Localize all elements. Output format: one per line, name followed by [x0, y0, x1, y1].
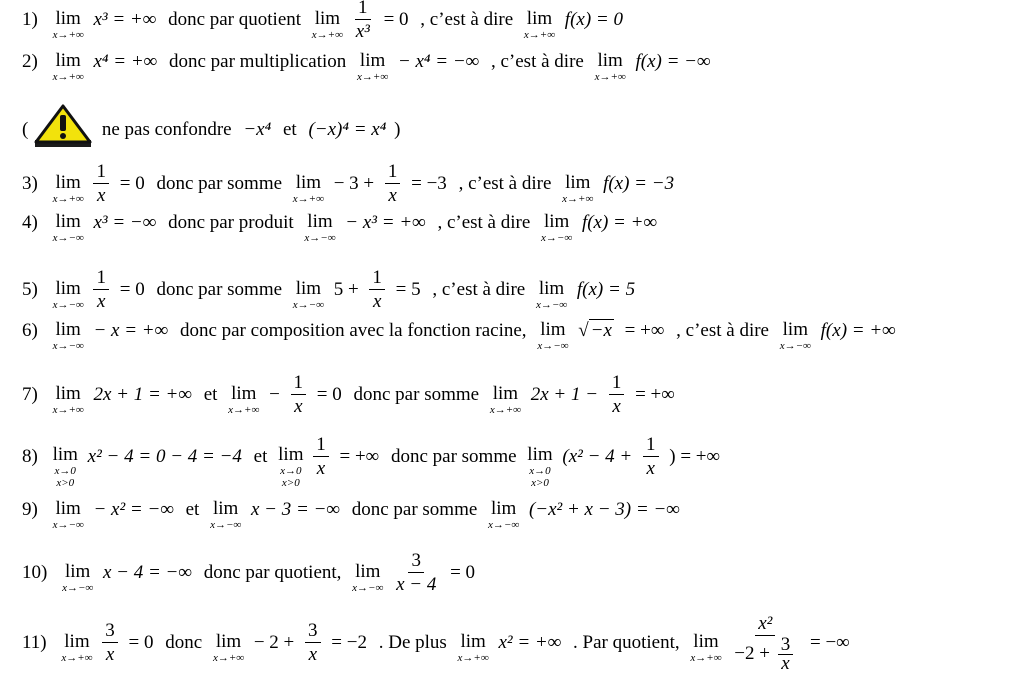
expression: − x² = −∞	[93, 499, 174, 520]
text: donc par somme	[156, 278, 283, 300]
limit: lim x→+∞	[212, 630, 245, 664]
line-1	[22, 0, 626, 52]
text: . Par quotient,	[573, 631, 680, 653]
text: , c’est à dire	[676, 320, 769, 341]
open-paren: (	[22, 119, 29, 140]
expression: x³ = +∞	[93, 8, 157, 30]
limit: lim x→+∞	[52, 7, 84, 41]
limit: lim x→+∞	[228, 382, 260, 416]
item-number: 8)	[22, 445, 38, 467]
expression: − 3 +	[333, 172, 375, 194]
item-number: 10)	[22, 561, 48, 583]
expression: x − 3 = −∞	[251, 499, 340, 520]
fraction: $\frac{3}{x}$	[102, 619, 118, 666]
expression: (−x)⁴ = x⁴	[308, 119, 387, 140]
fraction: $\frac{1}{x}$	[385, 160, 401, 207]
limit: lim x→0 x>0	[527, 443, 553, 489]
text: et	[253, 445, 268, 467]
square-root: √ −x	[578, 320, 612, 341]
limit: lim x→−∞	[779, 319, 811, 352]
item-number: 9)	[22, 499, 38, 520]
expression: = +∞	[624, 320, 665, 341]
expression: f(x) = 5	[576, 278, 636, 300]
text: et	[203, 383, 218, 405]
expression: (x² − 4 +	[562, 445, 633, 467]
expression: f(x) = 0	[564, 8, 623, 30]
item-number: 5)	[22, 278, 38, 300]
expression: (−x² + x − 3) = −∞	[528, 499, 680, 520]
text: et	[185, 499, 200, 520]
expression: − 2 +	[253, 631, 295, 653]
line-10	[22, 549, 478, 605]
expression: f(x) = −3	[603, 172, 675, 194]
limit: lim x→−∞	[304, 211, 336, 244]
fraction: $\frac{3}{x}$	[778, 636, 794, 673]
item-number: 2)	[22, 51, 38, 72]
limit: lim x→+∞	[311, 7, 343, 41]
expression: = +∞	[339, 445, 380, 467]
expression: = 0	[383, 8, 409, 30]
limit: lim x→+∞	[61, 630, 93, 664]
limit: lim x→−∞	[52, 319, 84, 352]
limit: lim x→−∞	[52, 211, 84, 244]
expression: = 5	[395, 278, 421, 300]
limit: lim x→+∞	[52, 382, 84, 416]
line-5	[22, 266, 638, 322]
warning-icon	[33, 104, 93, 148]
fraction: $\frac{1}{\text{x³}}$	[353, 0, 373, 43]
expression: = 0	[119, 278, 145, 300]
limit: lim x→−∞	[52, 498, 84, 531]
text: . De plus	[378, 631, 447, 653]
limit: lim x→−∞	[541, 211, 573, 244]
note-line	[22, 108, 400, 164]
expression: −x⁴	[243, 119, 272, 140]
expression: = 0	[128, 631, 154, 653]
expression: ) = +∞	[669, 445, 721, 467]
limit: lim x→−∞	[352, 560, 384, 594]
text: , c’est à dire	[490, 51, 584, 72]
expression: − x⁴ = −∞	[397, 51, 480, 72]
expression: x² − 4 = 0 − 4 = −4	[87, 445, 242, 467]
expression: f(x) = +∞	[820, 320, 896, 341]
expression: = −∞	[809, 631, 850, 653]
fraction: $\frac{1}{x}$	[609, 371, 625, 418]
text: et	[282, 119, 297, 140]
fraction: $\frac{3}{x}$	[305, 619, 321, 666]
text: , c’est à dire	[437, 212, 531, 233]
line-6	[22, 315, 899, 371]
text: donc par somme	[156, 172, 283, 194]
fraction: $\frac{1}{x}$	[291, 371, 307, 418]
expression: 5 +	[333, 278, 359, 300]
note-text: ne pas confondre	[101, 119, 232, 140]
limit: lim x→−∞	[210, 498, 242, 531]
item-number: 1)	[22, 8, 38, 30]
fraction: $\frac{1}{x}$	[93, 160, 109, 207]
limit: lim x→−∞	[537, 319, 569, 352]
fraction: x² −2 + $\frac{3}{x}$	[731, 612, 799, 673]
limit: lim x→+∞	[52, 171, 84, 205]
text: donc par multiplication	[168, 51, 347, 72]
text: , c’est à dire	[458, 172, 552, 194]
text: donc par somme	[390, 445, 517, 467]
expression: = −2	[331, 631, 367, 653]
item-number: 6)	[22, 320, 38, 341]
fraction: $\frac{1}{x}$	[93, 266, 109, 313]
text: donc	[165, 631, 203, 653]
expression: 2x + 1 −	[530, 383, 599, 405]
line-9	[22, 494, 683, 550]
limit: lim x→+∞	[357, 50, 389, 83]
expression: = 0	[119, 172, 145, 194]
text: donc par somme	[353, 383, 480, 405]
limit: lim x→−∞	[62, 560, 94, 594]
expression: = −3	[411, 172, 447, 194]
expression: = +∞	[635, 383, 675, 405]
line-2	[22, 46, 714, 102]
item-number: 11)	[22, 631, 47, 653]
text: donc par quotient,	[203, 561, 342, 583]
limit: lim x→+∞	[562, 171, 594, 205]
limit: lim x→+∞	[690, 630, 722, 664]
text: , c’est à dire	[432, 278, 526, 300]
text: donc par somme	[351, 499, 478, 520]
text: donc par composition avec la fonction racine,	[179, 320, 527, 341]
text: donc par quotient	[168, 8, 302, 30]
text: , c’est à dire	[420, 8, 514, 30]
expression: x − 4 = −∞	[102, 561, 192, 583]
limit: lim x→0 x>0	[52, 443, 78, 489]
limit: lim x→+∞	[52, 50, 84, 83]
item-number: 4)	[22, 212, 38, 233]
fraction: $\frac{1}{x}$	[313, 433, 329, 480]
fraction: $\frac{3}{x - 4}$	[396, 550, 437, 595]
item-number: 7)	[22, 383, 38, 405]
expression: − x = +∞	[93, 320, 169, 341]
limit: lim x→+∞	[489, 382, 521, 416]
limit: lim x→0 x>0	[278, 443, 304, 489]
line-11	[22, 612, 853, 682]
limit: lim x→−∞	[488, 498, 520, 531]
item-number: 3)	[22, 172, 38, 194]
expression: x³ = −∞	[93, 212, 157, 233]
text: donc par produit	[168, 212, 294, 233]
limit: lim x→+∞	[457, 630, 489, 664]
expression: x⁴ = +∞	[93, 51, 158, 72]
expression: f(x) = −∞	[635, 51, 711, 72]
close-paren: )	[394, 119, 401, 140]
limit: lim x→+∞	[523, 7, 556, 41]
limit: lim x→+∞	[594, 50, 626, 83]
expression: − x³ = +∞	[345, 212, 426, 233]
line-4	[22, 207, 660, 263]
fraction: $\frac{1}{x}$	[369, 266, 385, 313]
line-7	[22, 371, 678, 427]
expression: x² = +∞	[498, 631, 562, 653]
limit: lim x→−∞	[52, 277, 84, 311]
expression: = 0	[316, 383, 342, 405]
line-8	[22, 433, 723, 489]
expression: 2x + 1 = +∞	[93, 383, 192, 405]
expression: = 0	[450, 561, 476, 583]
limit: lim x→−∞	[292, 277, 324, 311]
limit: lim x→−∞	[535, 277, 568, 311]
expression: −	[269, 383, 280, 405]
limit: lim x→+∞	[292, 171, 324, 205]
expression: f(x) = +∞	[581, 212, 657, 233]
fraction: $\frac{1}{x}$	[643, 433, 659, 480]
